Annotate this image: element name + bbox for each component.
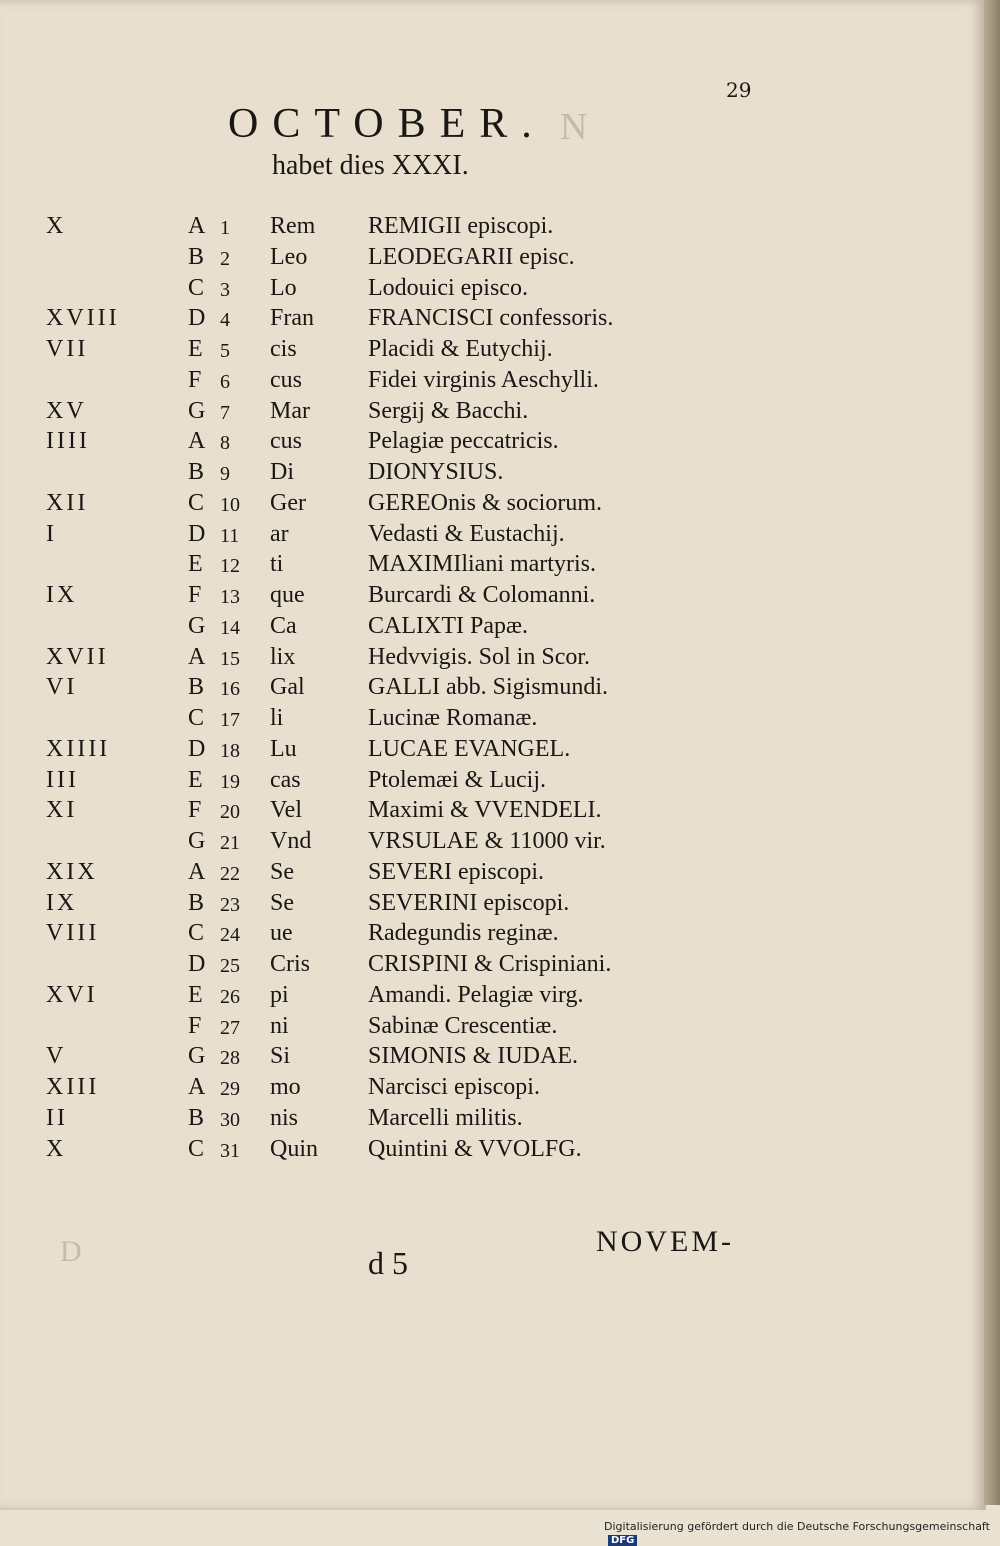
dominical-letter: D <box>188 735 206 762</box>
day-number: 8 <box>220 432 230 455</box>
calendar-row <box>40 736 740 767</box>
calendar-row <box>40 674 740 705</box>
day-number: 2 <box>220 247 230 270</box>
day-number: 17 <box>220 709 240 731</box>
feast-name: Hedvvigis. Sol in Scor. <box>368 643 591 670</box>
day-number: 9 <box>220 463 230 485</box>
cisiojanus-syllable: Lu <box>270 735 297 762</box>
dominical-letter: G <box>188 612 206 639</box>
cisiojanus-syllable: Gal <box>270 674 305 701</box>
feast-name: Placidi & Eutychij. <box>368 336 553 362</box>
calendar-row <box>40 428 740 459</box>
calendar-row <box>40 582 740 613</box>
golden-number: XV <box>46 397 87 424</box>
feast-name: Lucinæ Romanæ. <box>368 705 538 731</box>
day-number: 6 <box>220 370 230 393</box>
calendar-row <box>40 1043 740 1074</box>
day-number: 23 <box>220 893 240 916</box>
cisiojanus-syllable: Se <box>270 858 294 885</box>
calendar-row <box>40 920 740 951</box>
feast-name: MAXIMIliani martyris. <box>368 551 596 578</box>
dominical-letter: B <box>188 674 205 701</box>
golden-number: IX <box>46 889 78 916</box>
calendar-row <box>40 828 740 859</box>
dominical-letter: F <box>188 797 202 824</box>
day-number: 10 <box>220 493 240 516</box>
dominical-letter: A <box>188 1074 206 1100</box>
cisiojanus-syllable: ar <box>270 520 289 547</box>
day-number: 20 <box>220 801 240 824</box>
calendar-row <box>40 244 740 275</box>
credit-text: Digitalisierung gefördert durch die Deutsche Forschungsgemeinschaft <box>604 1520 990 1533</box>
dominical-letter: E <box>188 766 203 793</box>
day-number: 21 <box>220 832 240 854</box>
calendar-row <box>40 367 740 398</box>
calendar-row <box>40 551 740 582</box>
golden-number: X <box>46 1135 67 1162</box>
calendar-row <box>40 521 740 552</box>
dominical-letter: E <box>188 551 203 578</box>
day-number: 31 <box>220 1139 240 1162</box>
cisiojanus-syllable: Quin <box>270 1135 318 1162</box>
calendar-row <box>40 275 740 306</box>
calendar-row <box>40 459 740 490</box>
calendar-row <box>40 644 740 675</box>
cisiojanus-syllable: cus <box>270 428 302 455</box>
calendar-row <box>40 1013 740 1044</box>
dominical-letter: G <box>188 397 206 424</box>
cisiojanus-syllable: cas <box>270 766 301 793</box>
dominical-letter: D <box>188 520 206 547</box>
feast-name: LEODEGARII episc. <box>368 243 575 270</box>
signature-mark: d 5 <box>368 1245 408 1281</box>
calendar-row <box>40 705 740 736</box>
day-number: 19 <box>220 770 240 793</box>
golden-number: II <box>46 1104 68 1131</box>
calendar-table <box>40 213 740 1166</box>
golden-number: XVIII <box>46 305 120 332</box>
cisiojanus-syllable: Rem <box>270 213 316 239</box>
dominical-letter: C <box>188 705 205 731</box>
cisiojanus-syllable: mo <box>270 1074 301 1100</box>
cisiojanus-syllable: Fran <box>270 305 314 332</box>
feast-name: DIONYSIUS. <box>368 459 504 485</box>
dominical-letter: F <box>188 1012 202 1039</box>
calendar-row <box>40 890 740 921</box>
cisiojanus-syllable: Di <box>270 459 294 485</box>
feast-name: GALLI abb. Sigismundi. <box>368 674 608 701</box>
calendar-row <box>40 613 740 644</box>
feast-name: SEVERINI episcopi. <box>368 889 570 916</box>
golden-number: IIII <box>46 428 90 455</box>
feast-name: SEVERI episcopi. <box>368 858 544 885</box>
cisiojanus-syllable: Se <box>270 889 294 916</box>
golden-number: X <box>46 213 67 239</box>
catchword: NOVEM- <box>596 1225 734 1258</box>
calendar-row <box>40 859 740 890</box>
dominical-letter: C <box>188 274 205 301</box>
show-through-text: N <box>560 106 598 148</box>
cisiojanus-syllable: Vel <box>270 797 302 824</box>
golden-number: VIII <box>46 920 100 947</box>
feast-name: Pelagiæ peccatricis. <box>368 428 559 455</box>
dominical-letter: E <box>188 981 203 1008</box>
day-number: 24 <box>220 924 240 947</box>
calendar-row <box>40 951 740 982</box>
calendar-row <box>40 982 740 1013</box>
feast-name: Ptolemæi & Lucij. <box>368 766 546 793</box>
feast-name: Vedasti & Eustachij. <box>368 520 565 547</box>
cisiojanus-syllable: Lo <box>270 274 297 301</box>
calendar-row <box>40 213 740 244</box>
golden-number: III <box>46 766 79 793</box>
feast-name: Sabinæ Crescentiæ. <box>368 1012 558 1039</box>
day-number: 13 <box>220 586 240 608</box>
dominical-letter: G <box>188 1043 206 1070</box>
feast-name: CRISPINI & Crispiniani. <box>368 951 612 977</box>
day-number: 22 <box>220 862 240 885</box>
calendar-row <box>40 767 740 798</box>
feast-name: VRSULAE & 11000 vir. <box>368 828 606 854</box>
day-number: 4 <box>220 309 230 332</box>
day-number: 5 <box>220 340 230 362</box>
golden-number: IX <box>46 582 78 608</box>
dominical-letter: E <box>188 336 203 362</box>
calendar-row <box>40 1105 740 1136</box>
day-number: 7 <box>220 401 230 424</box>
day-number: 15 <box>220 647 240 670</box>
golden-number: XIII <box>46 1074 100 1100</box>
golden-number: V <box>46 1043 67 1070</box>
feast-name: Lodouici episco. <box>368 274 528 301</box>
cisiojanus-syllable: ue <box>270 920 293 947</box>
dfg-logo: DFG <box>608 1535 637 1546</box>
day-number: 28 <box>220 1047 240 1070</box>
day-number: 18 <box>220 739 240 762</box>
dominical-letter: F <box>188 582 202 608</box>
golden-number: VI <box>46 674 78 701</box>
dominical-letter: A <box>188 428 206 455</box>
feast-name: Narcisci episcopi. <box>368 1074 540 1100</box>
feast-name: SIMONIS & IUDAE. <box>368 1043 578 1070</box>
feast-name: Sergij & Bacchi. <box>368 397 529 424</box>
dominical-letter: B <box>188 1104 205 1131</box>
dominical-letter: B <box>188 243 205 270</box>
day-number: 25 <box>220 955 240 977</box>
cisiojanus-syllable: Cris <box>270 951 311 977</box>
golden-number: VII <box>46 336 89 362</box>
feast-name: GEREOnis & sociorum. <box>368 489 602 516</box>
day-number: 16 <box>220 678 240 701</box>
dominical-letter: C <box>188 1135 205 1162</box>
golden-number: XII <box>46 489 89 516</box>
dominical-letter: B <box>188 889 205 916</box>
feast-name: CALIXTI Papæ. <box>368 612 528 639</box>
golden-number: XIIII <box>46 735 111 762</box>
day-number: 3 <box>220 278 230 301</box>
golden-number: I <box>46 520 57 547</box>
golden-number: XIX <box>46 858 98 885</box>
cisiojanus-syllable: ni <box>270 1012 289 1039</box>
dominical-letter: B <box>188 459 205 485</box>
book-spine-edge <box>984 0 1000 1505</box>
page-title: OCTOBER. <box>228 101 546 147</box>
golden-number: XVII <box>46 643 109 670</box>
calendar-row <box>40 1074 740 1105</box>
calendar-row <box>40 336 740 367</box>
feast-name: Radegundis reginæ. <box>368 920 559 947</box>
golden-number: XI <box>46 797 78 824</box>
day-number: 30 <box>220 1108 240 1131</box>
dominical-letter: D <box>188 305 206 332</box>
feast-name: LUCAE EVANGEL. <box>368 735 571 762</box>
feast-name: FRANCISCI confessoris. <box>368 305 614 332</box>
feast-name: Marcelli militis. <box>368 1104 523 1131</box>
dominical-letter: C <box>188 920 205 947</box>
cisiojanus-syllable: pi <box>270 981 289 1008</box>
feast-name: Quintini & VVOLFG. <box>368 1135 582 1162</box>
calendar-row <box>40 305 740 336</box>
show-through-text: D <box>60 1235 88 1268</box>
dominical-letter: A <box>188 858 206 885</box>
dominical-letter: A <box>188 643 206 670</box>
cisiojanus-syllable: Mar <box>270 397 310 424</box>
dominical-letter: G <box>188 828 206 854</box>
dominical-letter: D <box>188 951 206 977</box>
feast-name: Amandi. Pelagiæ virg. <box>368 981 584 1008</box>
cisiojanus-syllable: ti <box>270 551 284 578</box>
cisiojanus-syllable: Si <box>270 1043 291 1070</box>
cisiojanus-syllable: que <box>270 582 305 608</box>
feast-name: Fidei virginis Aeschylli. <box>368 366 599 393</box>
feast-name: REMIGII episcopi. <box>368 213 554 239</box>
dominical-letter: F <box>188 366 202 393</box>
cisiojanus-syllable: cus <box>270 366 302 393</box>
calendar-row <box>40 1136 740 1167</box>
cisiojanus-syllable: Ca <box>270 612 297 639</box>
cisiojanus-syllable: li <box>270 705 284 731</box>
cisiojanus-syllable: cis <box>270 336 297 362</box>
day-number: 12 <box>220 555 240 578</box>
cisiojanus-syllable: Vnd <box>270 828 312 854</box>
cisiojanus-syllable: nis <box>270 1104 299 1131</box>
day-number: 11 <box>220 524 240 547</box>
cisiojanus-syllable: Leo <box>270 243 308 270</box>
golden-number: XVI <box>46 981 98 1008</box>
day-number: 29 <box>220 1078 240 1100</box>
calendar-row <box>40 490 740 521</box>
calendar-row <box>40 797 740 828</box>
day-number: 26 <box>220 985 240 1008</box>
cisiojanus-syllable: Ger <box>270 489 306 516</box>
day-number: 14 <box>220 616 240 639</box>
cisiojanus-syllable: lix <box>270 643 296 670</box>
dominical-letter: C <box>188 489 205 516</box>
digitization-credit <box>604 1520 1000 1546</box>
feast-name: Maximi & VVENDELI. <box>368 797 602 824</box>
dominical-letter: A <box>188 213 206 239</box>
page-number: 29 <box>726 78 752 102</box>
page-subtitle: habet dies XXXI. <box>272 150 469 181</box>
day-number: 1 <box>220 217 230 239</box>
calendar-row <box>40 398 740 429</box>
day-number: 27 <box>220 1016 240 1039</box>
feast-name: Burcardi & Colomanni. <box>368 582 596 608</box>
